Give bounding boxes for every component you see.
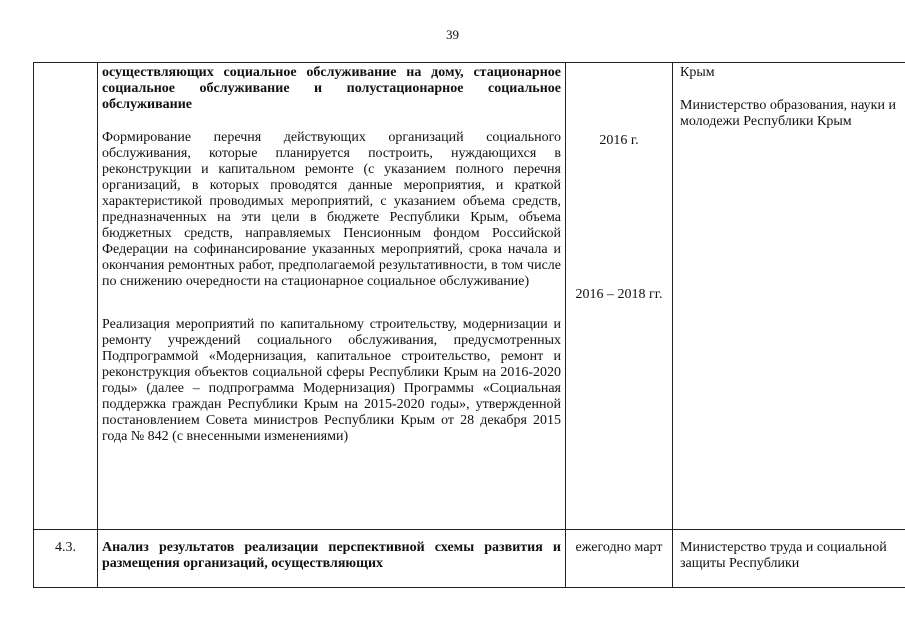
table-row bbox=[34, 530, 905, 588]
responsible-cell bbox=[673, 63, 905, 530]
measure-description-cell bbox=[98, 63, 566, 530]
responsible-cell: Министерство труда и социальной защиты Республики bbox=[673, 530, 905, 588]
table-row bbox=[34, 63, 905, 530]
measure-description-cell: Анализ результатов реализации перспективной схемы развития и размещения организаций, осуществляющих bbox=[98, 530, 566, 588]
measures-table bbox=[33, 62, 905, 588]
period-cell: ежегодно март bbox=[566, 530, 673, 588]
responsible-text: Крым bbox=[680, 65, 715, 80]
period-text: 2016 – 2018 гг. bbox=[575, 287, 663, 302]
measure-paragraph: Реализация мероприятий по капитальному строительству, модернизации и ремонту учреждений социального обслуживания, предусмотренных Подпрограммой «Модернизация, капитальное строительство, ремонт и реконструкция объектов социальной сферы Республики Крым на 2016-2020 годы» (далее – подпрограмма Модернизация) Программы «Социальная поддержка граждан Республики Крым на 2015-2020 годы», утвержденной постановлением Совета министров Республики Крым от 28 декабря 2015 года № 842 (с внесенными изменениями) bbox=[102, 317, 561, 444]
item-number-cell: 4.3. bbox=[34, 530, 98, 588]
page-number: 39 bbox=[446, 27, 459, 42]
measure-paragraph: Формирование перечня действующих организаций социального обслуживания, которые планируется построить, нуждающихся в реконструкции и капитальном ремонте (с указанием полного перечня организаций, в которых проводятся данные мероприятия, и краткой характеристикой проводимых мероприятий, с указанием объема средств, предназначенных на эти цели в бюджете Республики Крым, объема бюджетных средств, направляемых Пенсионным фондом Российской Федерации на софинансирование указанных мероприятий, срока начала и окончания ремонтных работ, предполагаемой результативности, в том числе по снижению очередности на стационарное социальное обслуживание) bbox=[102, 130, 561, 289]
period-text: 2016 г. bbox=[599, 133, 639, 148]
section-heading: осуществляющих социальное обслуживание на дому, стационарное социальное обслуживание и полустационарное социальное обслуживание bbox=[102, 65, 561, 112]
item-number-cell bbox=[34, 63, 98, 530]
period-cell bbox=[566, 63, 673, 530]
responsible-text: Министерство образования, науки и молодежи Республики Крым bbox=[680, 98, 896, 129]
